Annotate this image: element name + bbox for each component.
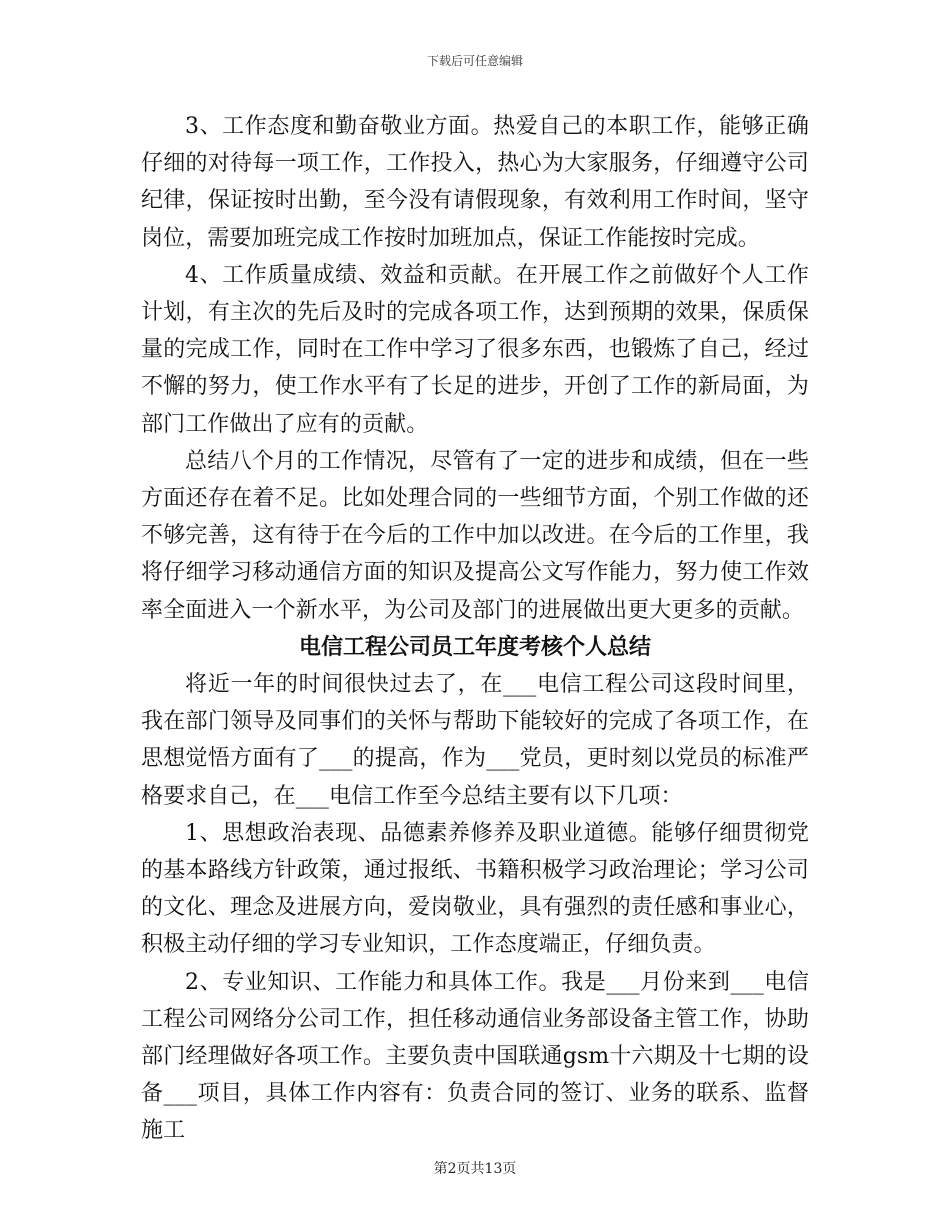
document-body [141, 108, 809, 1150]
page-number: 第2页共13页 [433, 1161, 517, 1177]
paragraph-political: 1、思想政治表现、品德素养修养及职业道德。能够仔细贯彻党的基本路线方针政策，通过报纸、书籍积极学习政治理论；学习公司的文化、理念及进展方向，爱岗敬业，具有强烈的责任感和事业心，积极主动仔细的学习专业知识，工作态度端正，仔细负责。 [141, 820, 809, 958]
section-title: 电信工程公司员工年度考核个人总结 [298, 634, 651, 660]
paragraph-summary: 总结八个月的工作情况，尽管有了一定的进步和成绩，但在一些方面还存在着不足。比如处理合同的一些细节方面，个别工作做的还不够完善，这有待于在今后的工作中加以改进。在今后的工作里，我将仔细学习移动通信方面的知识及提高公文写作能力，努力使工作效率全面进入一个新水平，为公司及部门的进展做出更大更多的贡献。 [141, 448, 809, 623]
paragraph-professional: 2、专业知识、工作能力和具体工作。我是___月份来到___电信工程公司网络分公司工作，担任移动通信业务部设备主管工作，协助部门经理做好各项工作。主要负责中国联通gsm十六期及十七期的设备___项目，具体工作内容有：负责合同的签订、业务的联系、监督施工 [141, 969, 809, 1144]
paragraph-work-attitude: 3、工作态度和勤奋敬业方面。热爱自己的本职工作，能够正确仔细的对待每一项工作，工作投入，热心为大家服务，仔细遵守公司纪律，保证按时出勤，至今没有请假现象，有效利用工作时间，坚守岗位，需要加班完成工作按时加班加点，保证工作能按时完成。 [141, 114, 809, 251]
page-header-note: 下载后可任意编辑 [426, 54, 523, 68]
paragraph-intro: 将近一年的时间很快过去了，在___电信工程公司这段时间里，我在部门领导及同事们的关怀与帮助下能较好的完成了各项工作，在思想觉悟方面有了___的提高，作为___党员，更时刻以党员的标准严格要求自己，在___电信工作至今总结主要有以下几项： [141, 672, 809, 809]
paragraph-work-quality: 4、工作质量成绩、效益和贡献。在开展工作之前做好个人工作计划，有主次的先后及时的完成各项工作，达到预期的效果，保质保量的完成工作，同时在工作中学习了很多东西，也锻炼了自己，经过不懈的努力，使工作水平有了长足的进步，开创了工作的新局面，为部门工作做出了应有的贡献。 [141, 262, 809, 437]
